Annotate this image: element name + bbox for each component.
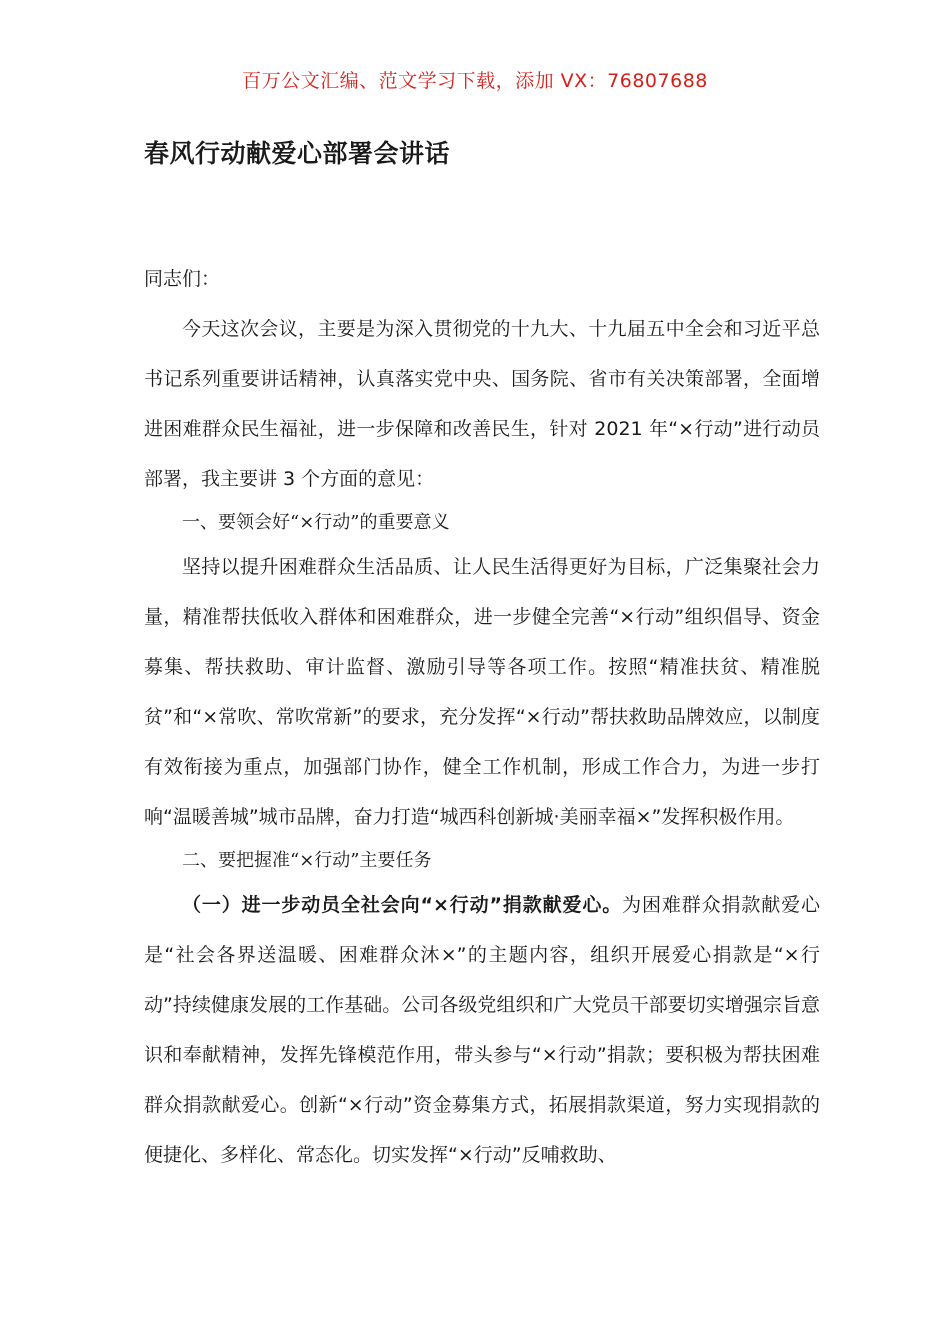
intro-paragraph: 今天这次会议，主要是为深入贯彻党的十九大、十九届五中全会和习近平总书记系列重要讲话精神，认真落实党中央、国务院、省市有关决策部署，全面增进困难群众民生福祉，进一步保障和改善民生，针对 2021 年“×行动”进行动员部署，我主要讲 3 个方面的意见： (144, 318, 820, 490)
section-2-heading: 二、要把握准“×行动”主要任务 (182, 850, 432, 871)
section-2-sub-1-paragraph (144, 880, 820, 1180)
document-body (144, 254, 820, 1180)
section-1-paragraph: 坚持以提升困难群众生活品质、让人民生活得更好为目标，广泛集聚社会力量，精准帮扶低收入群体和困难群众，进一步健全完善“×行动”组织倡导、资金募集、帮扶救助、审计监督、激励引导等各项工作。按照“精准扶贫、精准脱贫”和“×常吹、常吹常新”的要求，充分发挥“×行动”帮扶救助品牌效应，以制度有效衔接为重点，加强部门协作，健全工作机制，形成工作合力，为进一步打响“温暖善城”城市品牌，奋力打造“城西科创新城·美丽幸福×”发挥积极作用。 (144, 556, 820, 828)
section-2-sub-1-text: 为困难群众捐款献爱心是“社会各界送温暖、困难群众沐×”的主题内容，组织开展爱心捐款是“×行动”持续健康发展的工作基础。公司各级党组织和广大党员干部要切实增强宗旨意识和奉献精神，发挥先锋模范作用，带头参与“×行动”捐款；要积极为帮扶困难群众捐款献爱心。创新“×行动”资金募集方式，拓展捐款渠道，努力实现捐款的便捷化、多样化、常态化。切实发挥“×行动”反哺救助、 (144, 894, 820, 1166)
section-2-sub-1-lead: （一）进一步动员全社会向“×行动”捐款献爱心。 (182, 894, 623, 916)
document-title: 春风行动献爱心部署会讲话 (144, 139, 451, 168)
watermark-banner: 百万公文汇编、范文学习下载，添加 VX：76807688 (242, 70, 708, 92)
salutation: 同志们： (144, 268, 221, 290)
section-1-heading: 一、要领会好“×行动”的重要意义 (182, 512, 450, 533)
